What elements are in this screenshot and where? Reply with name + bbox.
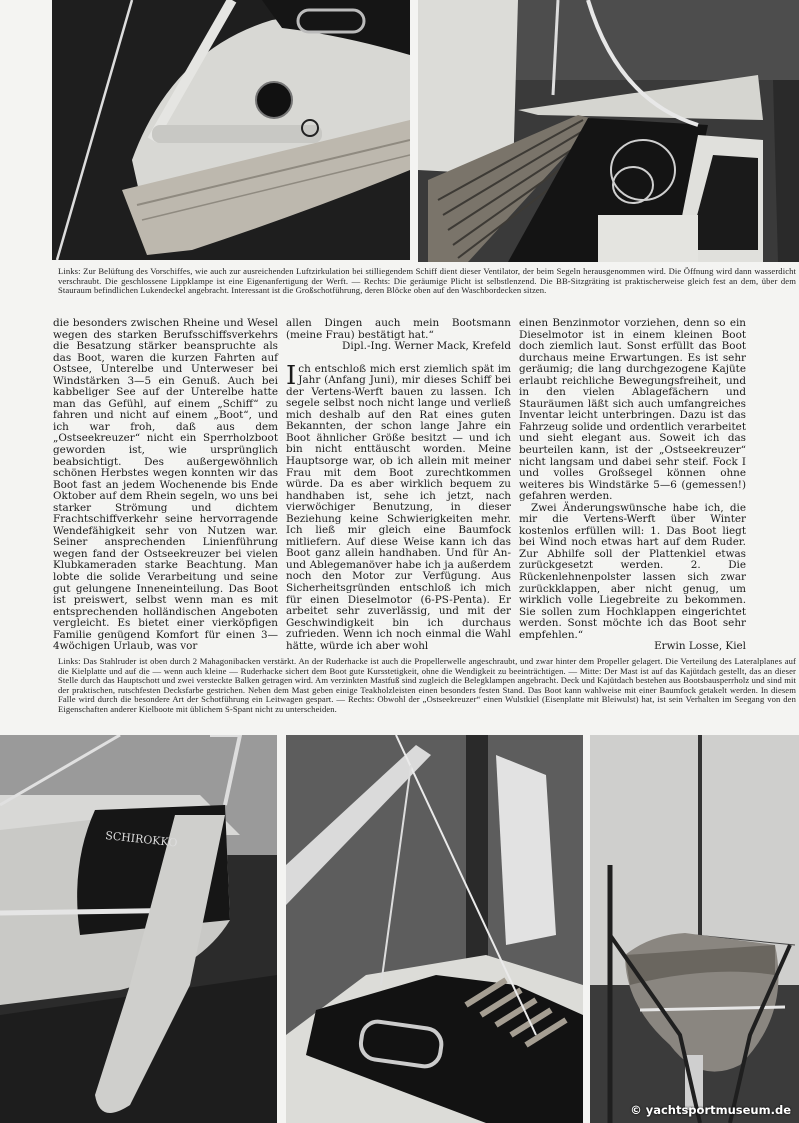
article-column-2 <box>286 318 511 652</box>
drop-cap: I <box>286 360 297 391</box>
letter-signature-losse: Erwin Losse, Kiel <box>654 640 746 653</box>
letter-signature-mack: Dipl.-Ing. Werner Mack, Krefeld <box>342 340 511 353</box>
article-column-3 <box>519 318 746 653</box>
letter-losse-body: ch entschloß mich erst ziemlich spät im Jahr (Anfang Juni), mir dieses Schiff bei der Vertens-Werft bauen zu lassen. Ich segele selbst noch nicht lange und verließ mich deshalb auf den Rat eines guten Bekannten, der schon lange Jahre ein Boot ähnlicher Größe besitzt — und ich bin nicht enttäuscht worden. Meine Hauptsorge war, ob ich allein mit meiner Frau mit dem Boot zurechtkommen würde. Da es aber wirklich bequem zu handhaben ist, sehe ich jetzt, nach vierwöchiger Benutzung, in dieser Beziehung keine Schwierigkeiten mehr. Ich ließ mir gleich eine Baumfock mitliefern. Auf diese Weise kann ich das Boot ganz allein handhaben. Und für An- und Ablegemanöver habe ich ja außerdem noch den Motor zur Verfügung. Aus Sicherheitsgründen entschloß ich mich für einen Dieselmotor (6-PS-Penta). Er arbeitet sehr zuverlässig, und mit der Geschwindigkeit bin ich durchaus zufrieden. Wenn ich noch einmal die Wahl hätte, würde ich aber wohl <box>286 362 511 652</box>
article-paragraph: einen Benzinmotor vorziehen, denn so ein Dieselmotor ist in einem kleinen Boot doch ziemlich laut. Sonst erfüllt das Boot durchaus meine Erwartungen. Es ist sehr geräumig; die lang durchgezogene Kajüte erlaubt reichliche Bewegungsfreiheit, und in den vielen Ablagefächern und Stauräumen läßt sich auch umfangreiches Inventar leicht unterbringen. Dazu ist das Fahrzeug solide und ordentlich verarbeitet und sieht elegant aus. Soweit ich das beurteilen kann, ist der „Ostseekreuzer“ nicht langsam und dabei sehr steif. Fock I und volles Großsegel können ohne weiteres bis Windstärke 5—6 (gemessen!) gefahren werden. <box>519 317 746 503</box>
article-column-1 <box>53 318 278 653</box>
article-paragraph: Zwei Änderungswünsche habe ich, die mir die Vertens-Werft über Winter kostenlos erfüllen will: 1. Das Boot liegt bei Wind noch etwas hart auf dem Ruder. Zur Abhilfe soll der Plattenkiel etwas zurückgesetzt werden. 2. Die Rückenlehnenpolster lassen sich zwar zurückklappen, aber nicht genug, um wirklich volle Liegebreite zu bekommen. Sie sollen zum Hochklappen eingerichtet werden. Sonst möchte ich das Boot sehr empfehlen.“ <box>519 501 746 641</box>
rudder-illustration <box>0 735 277 1123</box>
mast-foot-illustration <box>286 735 583 1123</box>
copyright-watermark: © yachtsportmuseum.de <box>630 1103 791 1117</box>
article-paragraph: die besonders zwischen Rheine und Wesel wegen des starken Berufsschiffsverkehrs die Besatzung stärker beanspruchte als das Boot, waren die kurzen Fahrten auf Ostsee, Unterelbe und Unterweser bei Windstärken 3—5 ein Genuß. Auch bei kabbeliger See auf der Unterelbe hatte man das Gefühl, auf einem „Schiff“ zu fahren und nicht auf einem „Boot“, und ich war froh, daß aus dem „Ostseekreuzer“ nicht ein Sperrholzboot geworden ist, wie ursprünglich beabsichtigt. Des außergewöhnlich schönen Herbstes wegen konnten wir das Boot fast an jedem Wochenende bis Ende Oktober auf dem Rhein segeln, wo uns bei starker Strömung und dichtem Frachtschiffverkehr seine hervorragende Wendefähigkeit sehr von Nutzen war. Seiner ansprechenden Linienführung wegen fand der Ostseekreuzer bei vielen Klubkameraden starke Beachtung. Man lobte die solide Verarbeitung und seine gut gelungene Inneneinteilung. Das Boot ist preiswert, selbst wenn man es mit entsprechenden holländischen Angeboten vergleicht. Es bietet einer vierköpfigen Familie genügend Komfort für einen 3—4wöchigen Urlaub, was vor <box>53 317 278 653</box>
hull-illustration <box>590 735 799 1123</box>
photo-caption-top: Links: Zur Belüftung des Vorschiffes, wie auch zur ausreichenden Luftzirkulation bei stilliegendem Schiff dient dieser Ventilator, der beim Segeln herausgenommen wird. Die Öffnung wird dann wasserdicht verschraubt. Die geschlossene Lippklampe ist eine Eigenanfertigung der Werft. — Rechts: Die geräumige Plicht ist selbstlenzend. Die BB-Sitzgräting ist praktischerweise gleich fest an dem, über dem Stauraum befindlichen Lukendeckel angebracht. Interessant ist die Großschotführung, deren Blöcke oben auf den Waschbordecken sitzen. <box>58 266 796 296</box>
photo-cockpit <box>418 0 799 262</box>
photo-bow-ventilator <box>52 0 410 260</box>
cockpit-illustration <box>418 0 799 262</box>
letter-closing: allen Dingen auch mein Bootsmann (meine Frau) bestätigt hat.“ <box>286 317 511 341</box>
stern-name-text: SCHIROKKO <box>104 829 179 850</box>
bow-illustration <box>52 0 410 260</box>
photo-hull-cradle <box>590 735 799 1123</box>
photo-rudder <box>0 735 277 1123</box>
photo-caption-middle: Links: Das Stahlruder ist oben durch 2 Mahagonibacken verstärkt. An der Ruderhacke ist auch die Propellerwelle angeschraubt, und zwar hinter dem Propeller gelagert. Die Verteilung des Lateralplanes auf die Kielplatte und auf die — wenn auch kleine — Ruderhacke sichert dem Boot gute Kursstetigkeit, ohne die Wendigkeit zu beeinträchtigen. — Mitte: Der Mast ist auf das Kajütdach gestellt, das an dieser Stelle durch das Hauptschott und zwei versteckte Balken getragen wird. Am verzinkten Mastfuß sind zugleich die Belegklampen angebracht. Deck und Kajütdach bestehen aus Bootsbausperrholz und sind mit der praktischen, rutschfesten Decksfarbe gestrichen. Neben dem Mast geben einige Teakholzleisten einen besonders festen Stand. Das Boot kann wahlweise mit einer Baumfock getakelt werden. In diesem Falle wird durch die besondere Art der Schotführung ein Leitwagen gespart. — Rechts: Obwohl der „Ostseekreuzer“ einen Wulstkiel (Eisenplatte mit Bleiwulst) hat, ist sein Verhalten im Seegang von den Eigenschaften anderer Kielboote mit üblichem S-Spant nicht zu unterscheiden. <box>58 656 796 714</box>
photo-mast-foot <box>286 735 583 1123</box>
letter-losse-intro <box>286 360 511 653</box>
